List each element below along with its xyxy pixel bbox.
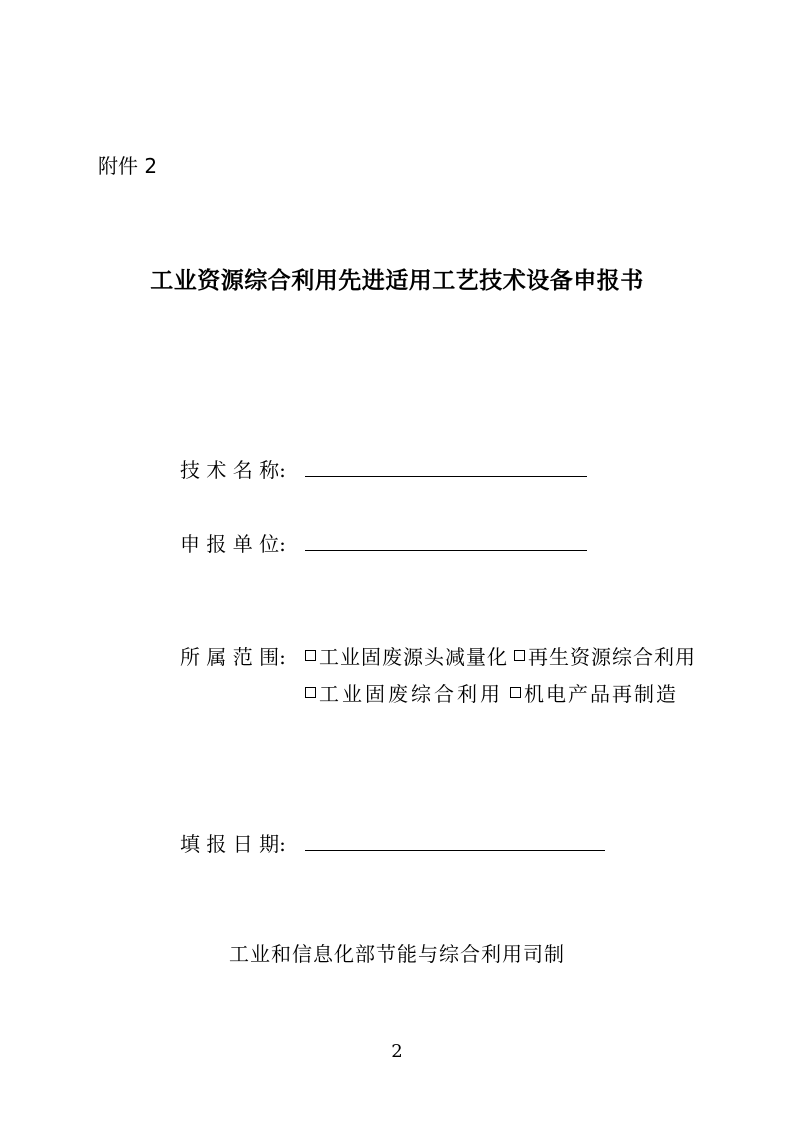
date-field[interactable]: [305, 850, 605, 851]
scope-option-source-reduction[interactable]: [305, 641, 508, 670]
date-label: 填 报 日 期:: [180, 832, 286, 856]
scope-option-remanufacturing[interactable]: [510, 678, 678, 707]
scope-option-label: 工业固废源头减量化: [319, 645, 508, 669]
issuer-text: 工业和信息化部节能与综合利用司制: [229, 942, 565, 966]
page-number: 2: [391, 1041, 403, 1062]
applicant-field[interactable]: [305, 550, 587, 551]
scope-label: 所 属 范 围:: [180, 645, 286, 669]
page-title: 工业资源综合利用先进适用工艺技术设备申报书: [150, 267, 644, 294]
checkbox-icon[interactable]: [305, 650, 316, 661]
checkbox-icon[interactable]: [510, 687, 521, 698]
applicant-label: 申 报 单 位:: [180, 532, 286, 556]
scope-option-label: 机电产品再制造: [524, 682, 678, 706]
tech-name-field[interactable]: [305, 476, 587, 477]
scope-option-solid-waste-utilization[interactable]: [305, 678, 503, 707]
attachment-label: 附件 2: [98, 154, 158, 178]
scope-option-renewable-resources[interactable]: [514, 641, 696, 670]
tech-name-label: 技 术 名 称:: [180, 458, 286, 482]
scope-option-label: 工业固废综合利用: [319, 682, 503, 706]
checkbox-icon[interactable]: [514, 650, 525, 661]
checkbox-icon[interactable]: [305, 687, 316, 698]
scope-option-label: 再生资源综合利用: [528, 645, 696, 669]
